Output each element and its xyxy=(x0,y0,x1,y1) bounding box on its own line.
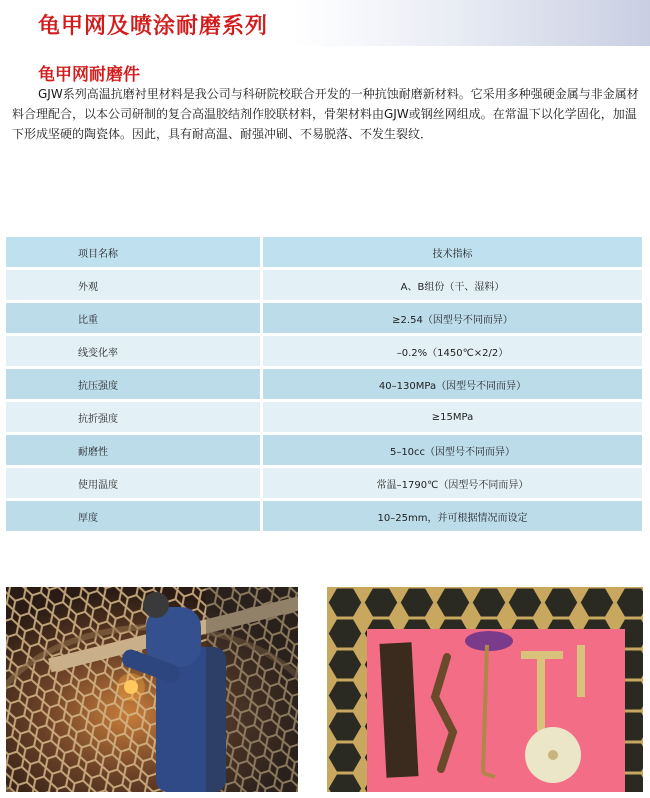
page-title: 龟甲网及喷涂耐磨系列 xyxy=(38,14,269,39)
section-subtitle: 龟甲网耐磨件 xyxy=(38,65,140,85)
installation-photo xyxy=(6,587,298,792)
row-value: 5–10cc（因型号不同而异） xyxy=(260,435,642,468)
row-name: 线变化率 xyxy=(6,336,260,369)
spec-table xyxy=(6,237,642,534)
row-value: ≥2.54（因型号不同而异） xyxy=(260,303,642,336)
row-name: 耐磨性 xyxy=(6,435,260,468)
table-row xyxy=(6,303,642,336)
row-value: 常温–1790℃（因型号不同而异） xyxy=(260,468,642,501)
header-spec-value: 技术指标 xyxy=(260,237,642,270)
installation-photo-graphic xyxy=(6,587,298,792)
row-value: –0.2%（1450℃×2/2） xyxy=(260,336,642,369)
header-item-name: 项目名称 xyxy=(6,237,260,270)
product-photo xyxy=(327,587,643,792)
intro-paragraph: GJW系列高温抗磨衬里材料是我公司与科研院校联合开发的一种抗蚀耐磨新材料。它采用多种强硬金属与非金属材料合理配合，以本公司研制的复合高温胶结剂作胶联材料，骨架材料由GJW或钢丝网组成。在常温下以化学固化，加温下形成坚硬的陶瓷体。因此，具有耐高温、耐强冲刷、不易脱落、不发生裂纹． xyxy=(12,87,639,141)
row-value: 40–130MPa（因型号不同而异） xyxy=(260,369,642,402)
product-photo-graphic xyxy=(327,587,643,792)
row-value: A、B组份（干、湿料） xyxy=(260,270,642,303)
row-value: 10–25mm，并可根据情况而设定 xyxy=(260,501,642,534)
spec-table-header xyxy=(6,237,642,270)
table-row xyxy=(6,336,642,369)
row-value: ≥15MPa xyxy=(260,402,642,435)
table-row xyxy=(6,270,642,303)
row-name: 比重 xyxy=(6,303,260,336)
row-name: 使用温度 xyxy=(6,468,260,501)
table-row xyxy=(6,501,642,534)
row-name: 抗折强度 xyxy=(6,402,260,435)
row-name: 厚度 xyxy=(6,501,260,534)
table-row xyxy=(6,369,642,402)
table-row xyxy=(6,402,642,435)
table-row xyxy=(6,468,642,501)
row-name: 抗压强度 xyxy=(6,369,260,402)
table-row xyxy=(6,435,642,468)
row-name: 外观 xyxy=(6,270,260,303)
